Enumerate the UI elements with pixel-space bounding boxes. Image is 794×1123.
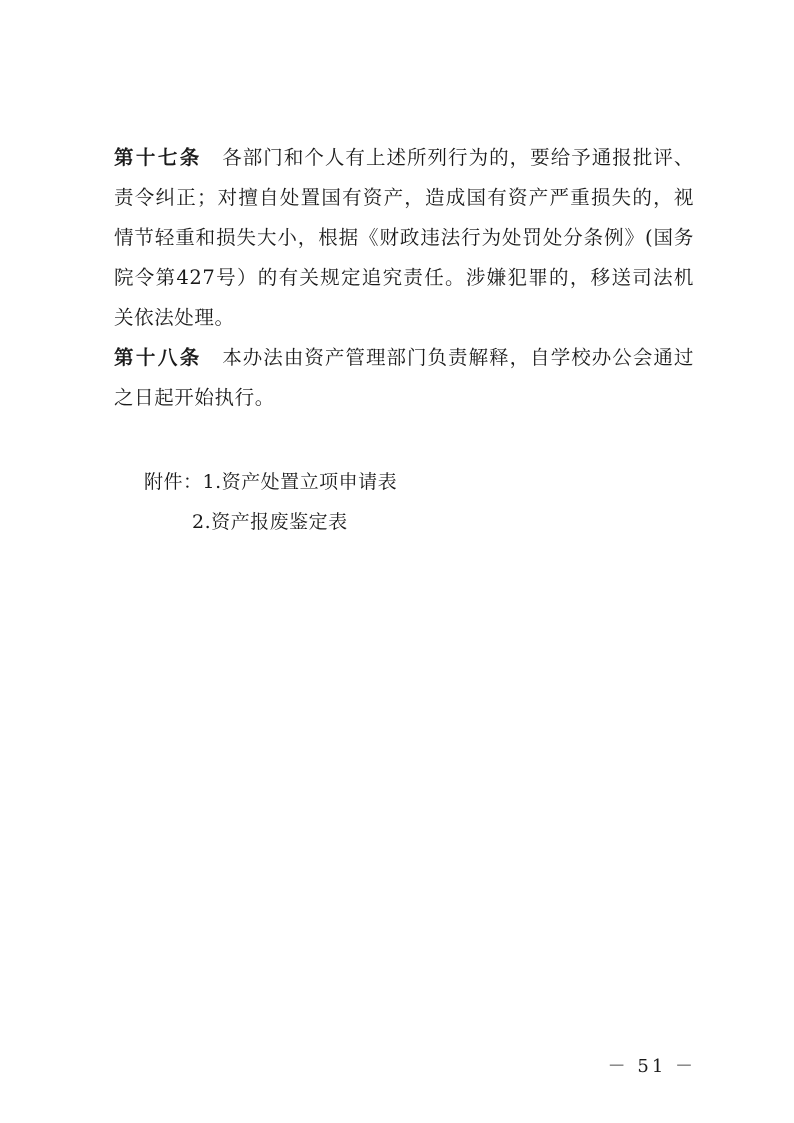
page-number: － 51 －: [607, 1056, 696, 1077]
article-17-heading: 第十七条: [114, 146, 202, 169]
document-body: [114, 138, 694, 542]
article-17-spacer: [202, 146, 223, 169]
attachment-item-2: 2.资产报废鉴定表: [192, 511, 348, 533]
article-18-heading: 第十八条: [114, 346, 202, 369]
article-17-text: 各部门和个人有上述所列行为的，要给予通报批评、责令纠正；对擅自处置国有资产，造成国有资产严重损失的，视情节轻重和损失大小，根据《财政违法行为处罚处分条例》(国务院令第427号）的有关规定追究责任。涉嫌犯罪的，移送司法机关依法处理。: [114, 146, 694, 329]
article-18-spacer: [202, 346, 223, 369]
attachment-item-1: 附件：1.资产处置立项申请表: [144, 471, 398, 493]
article-18-text: 本办法由资产管理部门负责解释，自学校办公会通过之日起开始执行。: [114, 346, 694, 409]
attachments-block: [114, 462, 694, 542]
paragraph-article-18: [114, 338, 694, 418]
paragraph-article-17: [114, 138, 694, 338]
